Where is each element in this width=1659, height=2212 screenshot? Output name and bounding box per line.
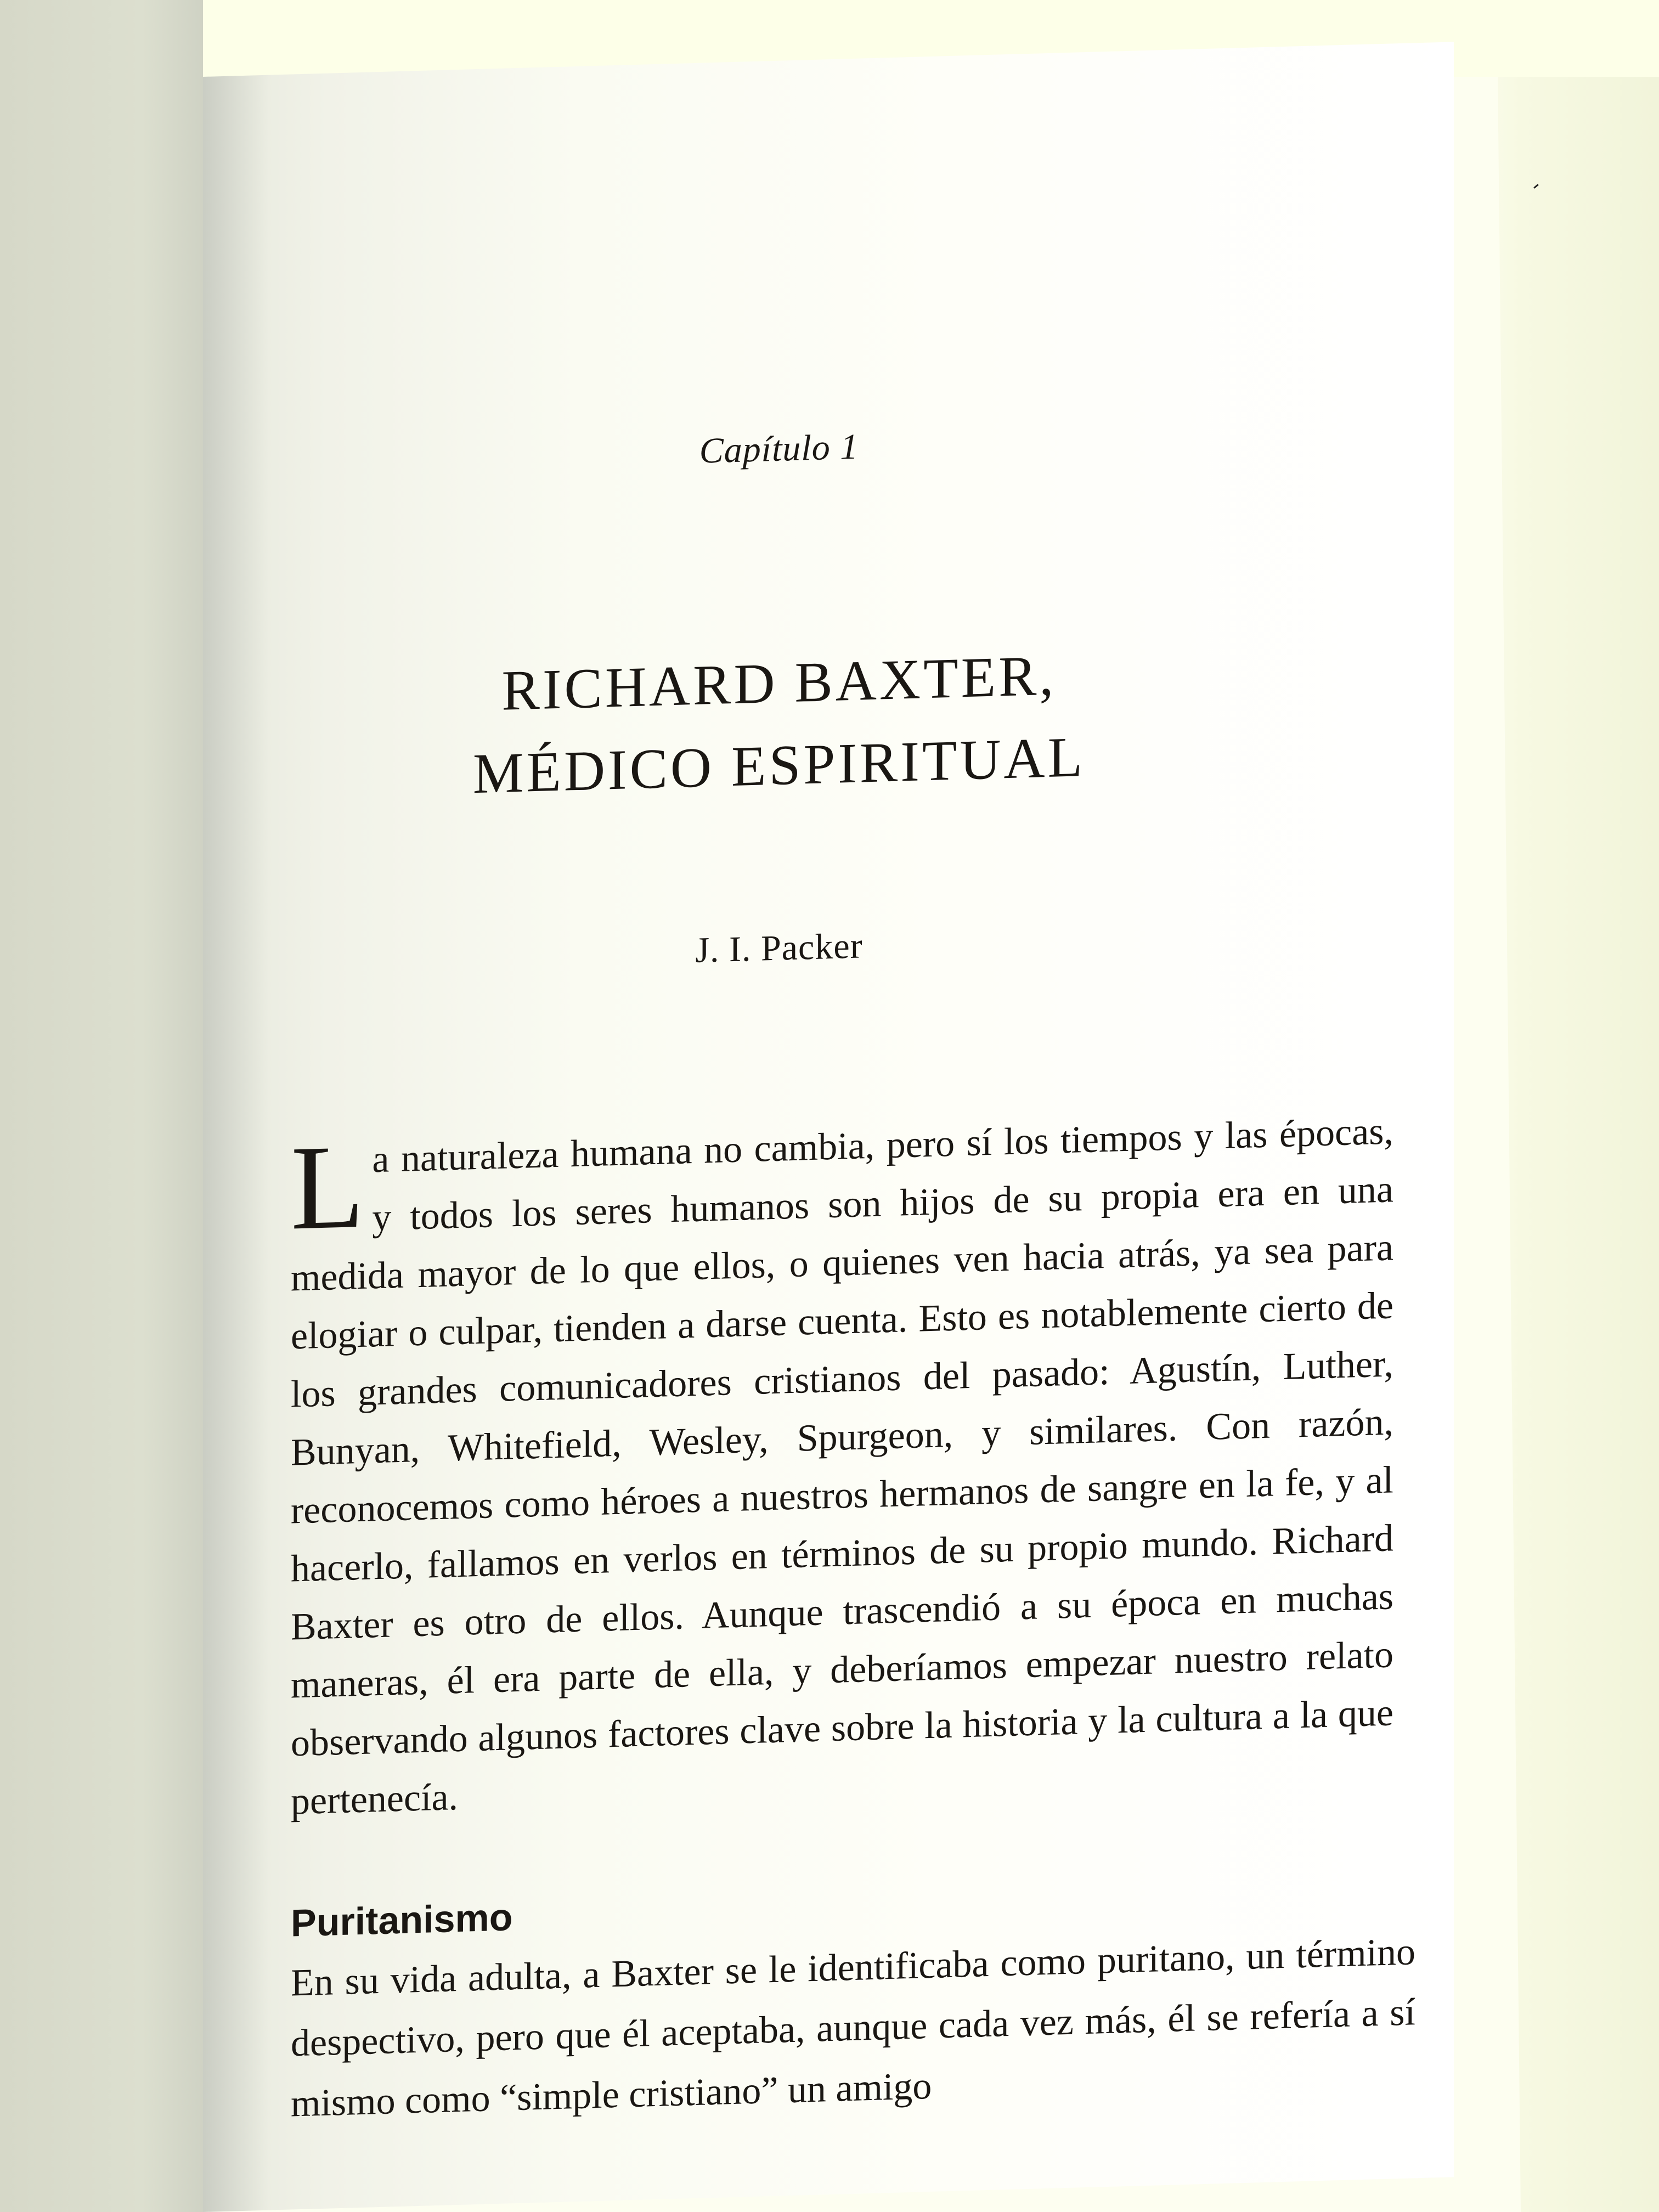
opening-paragraph-text: a naturaleza humana no cambia, pero sí los tiempos y las épocas, y todos los seres humanos son hijos de su propia era en una medida mayor de lo que ellos, o quienes ven hacia atrás, ya sea para elogiar o culpar, tienden a darse cuenta. Esto es notablemente cierto de los grandes comunicadores cristianos del pasado: Agustín, Luther, Bunyan, Whitefield, Wesley, Spurgeon, y similares. Con razón, reconocemos como héroes a nuestros hermanos de sangre en la fe, y al hacerlo, fallamos en verlos en términos de su propio mundo. Richard Baxter es otro de ellos. Aunque trascendió a su época en muchas maneras, él era parte de ella, y deberíamos empezar nuestro relato observando algunos factores clave sobre la historia y la cultura a la que pertenecía. xyxy=(291,1110,1393,1823)
opening-paragraph xyxy=(291,1102,1393,1831)
section-heading: Puritanismo xyxy=(291,1895,513,1945)
author-name: J. I. Packer xyxy=(695,926,863,970)
next-page-edge xyxy=(1429,77,1659,2212)
chapter-label: Capítulo 1 xyxy=(699,426,859,471)
facing-page-left xyxy=(0,0,203,2212)
title-line-1: RICHARD BAXTER, xyxy=(501,644,1057,723)
drop-cap: L xyxy=(291,1119,365,1255)
gutter-shadow xyxy=(203,75,269,2212)
section-paragraph-text: En su vida adulta, a Baxter se le identificaba como puritano, un término despectivo, pero que él aceptaba, aunque cada vez más, él se refería a sí mismo como “simple cristiano” un amigo xyxy=(291,1931,1415,2125)
title-line-2: MÉDICO ESPIRITUAL xyxy=(472,725,1086,806)
book-page xyxy=(203,42,1454,2212)
chapter-title xyxy=(291,629,1267,821)
section-paragraph xyxy=(291,1922,1415,2134)
